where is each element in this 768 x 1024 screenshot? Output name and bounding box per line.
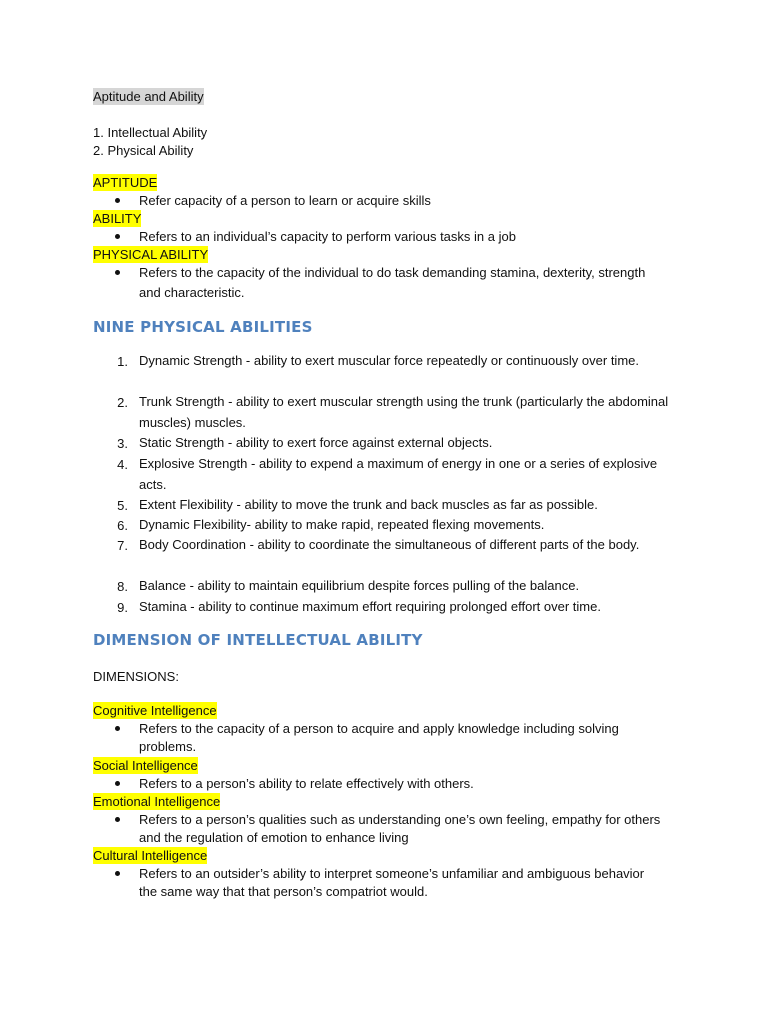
list-item: Dynamic Flexibility- ability to make rapid, repeated flexing movements. [139, 517, 545, 532]
section-heading-physical: NINE PHYSICAL ABILITIES [93, 318, 313, 336]
list-item: Explosive Strength - ability to expend a maximum of energy in one or a series of explosive acts. [139, 456, 658, 492]
term-ability: ABILITY [93, 211, 142, 226]
dimensions-label: DIMENSIONS: [93, 669, 179, 684]
bullet-icon [115, 871, 120, 876]
list-item: Balance - ability to maintain equilibrium despite forces pulling of the balance. [139, 578, 580, 593]
list-number: 8. [117, 579, 128, 594]
document-title: Aptitude and Ability [93, 89, 204, 104]
overview-item-2: 2. Physical Ability [93, 143, 194, 158]
desc-physical-ability: Refers to the capacity of the individual to do task demanding stamina, dexterity, strength and characteristic. [139, 265, 646, 300]
desc-social-intelligence: Refers to a person’s ability to relate effectively with others. [139, 776, 474, 791]
list-number: 9. [117, 600, 128, 615]
list-item: Stamina - ability to continue maximum effort requiring prolonged effort over time. [139, 599, 601, 614]
list-number: 4. [117, 457, 128, 472]
bullet-icon [115, 726, 120, 731]
bullet-icon [115, 781, 120, 786]
desc-emotional-intelligence: Refers to a person’s qualities such as understanding one’s own feeling, empathy for others and the regulation of emotion to enhance living [139, 812, 661, 845]
overview-item-1: 1. Intellectual Ability [93, 125, 208, 140]
bullet-icon [115, 198, 120, 203]
list-number: 1. [117, 354, 128, 369]
term-cognitive-intelligence: Cognitive Intelligence [93, 703, 217, 718]
desc-ability: Refers to an individual’s capacity to perform various tasks in a job [139, 229, 516, 244]
desc-aptitude: Refer capacity of a person to learn or acquire skills [139, 193, 431, 208]
bullet-icon [115, 270, 120, 275]
list-item: Dynamic Strength - ability to exert muscular force repeatedly or continuously over time. [139, 353, 639, 368]
term-aptitude: APTITUDE [93, 175, 158, 190]
desc-cultural-intelligence: Refers to an outsider’s ability to interpret someone’s unfamiliar and ambiguous behavior the same way that that person’s compatriot would. [139, 866, 645, 899]
list-number: 5. [117, 498, 128, 513]
list-item: Trunk Strength - ability to exert muscular strength using the trunk (particularly the abdominal muscles) muscles. [139, 394, 669, 430]
term-physical-ability: PHYSICAL ABILITY [93, 247, 209, 262]
list-number: 7. [117, 538, 128, 553]
list-item: Body Coordination - ability to coordinate the simultaneous of different parts of the body. [139, 537, 640, 552]
list-item: Extent Flexibility - ability to move the trunk and back muscles as far as possible. [139, 497, 598, 512]
list-number: 6. [117, 518, 128, 533]
section-heading-intellectual: DIMENSION OF INTELLECTUAL ABILITY [93, 631, 423, 649]
list-number: 2. [117, 395, 128, 410]
bullet-icon [115, 234, 120, 239]
term-cultural-intelligence: Cultural Intelligence [93, 848, 208, 863]
term-social-intelligence: Social Intelligence [93, 758, 198, 773]
term-emotional-intelligence: Emotional Intelligence [93, 794, 221, 809]
desc-cognitive-intelligence: Refers to the capacity of a person to acquire and apply knowledge including solving problems. [139, 721, 619, 754]
list-item: Static Strength - ability to exert force against external objects. [139, 435, 493, 450]
bullet-icon [115, 817, 120, 822]
list-number: 3. [117, 436, 128, 451]
